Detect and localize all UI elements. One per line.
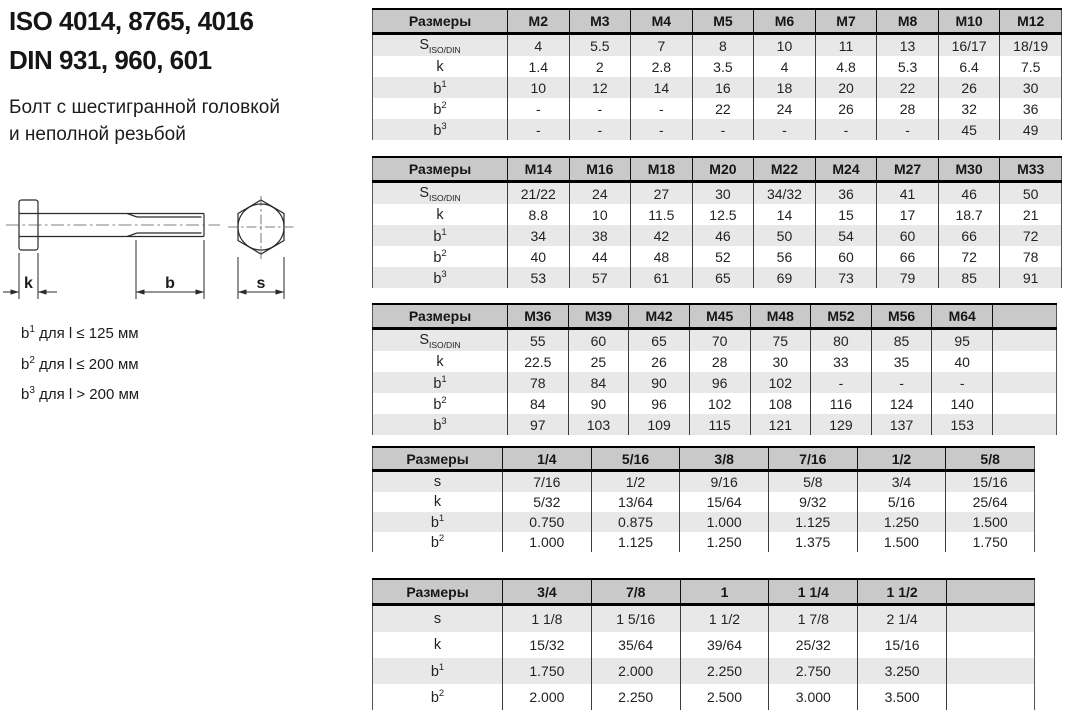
value-cell: 72 [1000, 225, 1062, 246]
size-column-header: 3/4 [503, 579, 592, 605]
value-cell: 54 [815, 225, 877, 246]
size-column-header: M4 [631, 9, 693, 34]
value-cell: 14 [754, 204, 816, 225]
size-column-header: M16 [569, 157, 631, 182]
header-row [373, 304, 1057, 329]
value-cell: 35 [871, 351, 932, 372]
value-cell: 5/16 [857, 492, 946, 512]
value-cell: 140 [932, 393, 993, 414]
value-cell: 36 [1000, 98, 1062, 119]
table-row [373, 684, 1035, 710]
sizes-header: Размеры [373, 447, 503, 471]
value-cell: 38 [569, 225, 631, 246]
footnotes [21, 317, 139, 409]
size-column-header: M20 [692, 157, 754, 182]
value-cell: 8.8 [508, 204, 570, 225]
header-row [373, 579, 1035, 605]
value-cell: 2 1/4 [858, 605, 947, 633]
value-cell: 9/16 [680, 471, 769, 493]
sizes-header: Размеры [373, 9, 508, 34]
table-row [373, 225, 1062, 246]
dim-label-k: k [24, 275, 33, 292]
value-cell: 13 [877, 34, 939, 57]
value-cell: 25/64 [946, 492, 1035, 512]
value-cell: 0.750 [503, 512, 592, 532]
value-cell: 1 5/16 [591, 605, 680, 633]
value-cell: 153 [932, 414, 993, 435]
value-cell: 3.000 [769, 684, 858, 710]
value-cell: 42 [631, 225, 693, 246]
value-cell: 95 [932, 329, 993, 352]
value-cell: - [569, 119, 631, 140]
value-cell: 124 [871, 393, 932, 414]
row-label: $S_{ISO/DIN}$ [419, 331, 461, 350]
value-cell: 1/2 [591, 471, 680, 493]
value-cell: 85 [871, 329, 932, 352]
value-cell: 35/64 [591, 632, 680, 658]
value-cell: 21 [1000, 204, 1062, 225]
value-cell: 50 [1000, 182, 1062, 205]
row-label: k [433, 494, 442, 510]
value-cell: 65 [629, 329, 690, 352]
size-column-header: M5 [692, 9, 754, 34]
value-cell: 96 [629, 393, 690, 414]
size-column-header: M10 [938, 9, 1000, 34]
empty-cell [947, 605, 1035, 633]
value-cell: 30 [692, 182, 754, 205]
size-column-header: 1 [680, 579, 769, 605]
empty-cell [993, 372, 1057, 393]
size-column-header: M64 [932, 304, 993, 329]
value-cell: 73 [815, 267, 877, 288]
table-row [373, 267, 1062, 288]
size-column-header: M8 [877, 9, 939, 34]
header-row [373, 9, 1062, 34]
value-cell: 115 [689, 414, 750, 435]
footnote: $b^1$ для l ≤ 125 мм [21, 324, 139, 342]
value-cell: 40 [508, 246, 570, 267]
value-cell: 41 [877, 182, 939, 205]
value-cell: 97 [508, 414, 569, 435]
value-cell: 1 1/8 [503, 605, 592, 633]
empty-cell [993, 351, 1057, 372]
value-cell: 18/19 [1000, 34, 1062, 57]
value-cell: 1.000 [503, 532, 592, 552]
value-cell: 70 [689, 329, 750, 352]
value-cell: 1.375 [768, 532, 857, 552]
page-title [9, 2, 253, 80]
row-label: k [436, 353, 444, 370]
value-cell: 34 [508, 225, 570, 246]
footnote: $b^2$ для l ≤ 200 мм [21, 354, 139, 373]
size-column-header: M39 [568, 304, 629, 329]
value-cell: - [871, 372, 932, 393]
value-cell: - [932, 372, 993, 393]
row-label: $b^3$ [433, 268, 447, 287]
row-label: $b^2$ [433, 247, 447, 266]
value-cell: 2 [569, 56, 631, 77]
value-cell: 1.500 [946, 512, 1035, 532]
value-cell: 137 [871, 414, 932, 435]
value-cell: 10 [754, 34, 816, 57]
row-label: $b^3$ [433, 120, 447, 139]
value-cell: 33 [811, 351, 872, 372]
row-label: $b^2$ [430, 688, 445, 706]
size-column-header: M56 [871, 304, 932, 329]
value-cell: 5/8 [768, 471, 857, 493]
inch-table-quarter-to-fiveeighths [372, 446, 1035, 552]
size-column-header: M3 [569, 9, 631, 34]
row-label: $b^1$ [433, 226, 447, 245]
table-row [373, 393, 1057, 414]
value-cell: 72 [938, 246, 1000, 267]
row-label: $b^1$ [430, 662, 445, 680]
value-cell: 52 [692, 246, 754, 267]
value-cell: 20 [815, 77, 877, 98]
size-column-header: 5/16 [591, 447, 680, 471]
size-column-header: 1/4 [503, 447, 592, 471]
value-cell: 34/32 [754, 182, 816, 205]
size-column-header: M6 [754, 9, 816, 34]
row-label: $b^1$ [433, 373, 447, 392]
value-cell: 90 [629, 372, 690, 393]
row-label: $b^2$ [433, 99, 447, 118]
value-cell: 12.5 [692, 204, 754, 225]
size-column-header: M45 [689, 304, 750, 329]
value-cell: 96 [689, 372, 750, 393]
value-cell: 7.5 [1000, 56, 1062, 77]
value-cell: 78 [1000, 246, 1062, 267]
value-cell: - [631, 119, 693, 140]
value-cell: 103 [568, 414, 629, 435]
value-cell: 60 [815, 246, 877, 267]
value-cell: 45 [938, 119, 1000, 140]
value-cell: 39/64 [680, 632, 769, 658]
size-column-header: 5/8 [946, 447, 1035, 471]
value-cell: 16/17 [938, 34, 1000, 57]
row-label: $b^2$ [430, 533, 445, 551]
table-row [373, 34, 1062, 57]
value-cell: 2.000 [503, 684, 592, 710]
value-cell: 0.875 [591, 512, 680, 532]
value-cell: 46 [692, 225, 754, 246]
value-cell: 26 [815, 98, 877, 119]
value-cell: 27 [631, 182, 693, 205]
value-cell: 7 [631, 34, 693, 57]
table-row [373, 98, 1062, 119]
value-cell: 66 [877, 246, 939, 267]
value-cell: 11.5 [631, 204, 693, 225]
value-cell: 85 [938, 267, 1000, 288]
value-cell: 24 [754, 98, 816, 119]
empty-header-cell [993, 304, 1057, 329]
size-column-header: M22 [754, 157, 816, 182]
size-column-header: 3/8 [680, 447, 769, 471]
table-row [373, 532, 1035, 552]
value-cell: - [815, 119, 877, 140]
value-cell: 60 [568, 329, 629, 352]
value-cell: 1 1/2 [680, 605, 769, 633]
value-cell: 79 [877, 267, 939, 288]
value-cell: 26 [629, 351, 690, 372]
value-cell: 15/64 [680, 492, 769, 512]
table-row [373, 492, 1035, 512]
value-cell: 7/16 [503, 471, 592, 493]
size-column-header: 7/8 [591, 579, 680, 605]
size-column-header: M24 [815, 157, 877, 182]
value-cell: - [569, 98, 631, 119]
value-cell: 30 [1000, 77, 1062, 98]
value-cell: 5.3 [877, 56, 939, 77]
subtitle-line-2: и неполной резьбой [9, 124, 186, 145]
empty-cell [993, 414, 1057, 435]
value-cell: 121 [750, 414, 811, 435]
value-cell: - [631, 98, 693, 119]
table-row [373, 471, 1035, 493]
row-label: $b^1$ [433, 78, 447, 97]
value-cell: - [692, 119, 754, 140]
header-row [373, 447, 1035, 471]
value-cell: 17 [877, 204, 939, 225]
value-cell: - [877, 119, 939, 140]
metric-table-m2-m12 [372, 8, 1062, 140]
value-cell: 15/16 [946, 471, 1035, 493]
value-cell: 30 [750, 351, 811, 372]
bolt-drawing [0, 183, 320, 308]
value-cell: 25/32 [769, 632, 858, 658]
value-cell: 9/32 [768, 492, 857, 512]
value-cell: 2.250 [680, 658, 769, 684]
value-cell: 11 [815, 34, 877, 57]
value-cell: 61 [631, 267, 693, 288]
row-label: $b^3$ [433, 415, 447, 434]
table-row [373, 414, 1057, 435]
size-column-header: 1 1/2 [858, 579, 947, 605]
value-cell: 44 [569, 246, 631, 267]
value-cell: 15/16 [858, 632, 947, 658]
value-cell: 50 [754, 225, 816, 246]
value-cell: 60 [877, 225, 939, 246]
value-cell: 55 [508, 329, 569, 352]
value-cell: 116 [811, 393, 872, 414]
value-cell: 40 [932, 351, 993, 372]
table-row [373, 372, 1057, 393]
value-cell: 91 [1000, 267, 1062, 288]
value-cell: 2.750 [769, 658, 858, 684]
subtitle-line-1: Болт с шестигранной головкой [9, 97, 280, 118]
size-column-header: M2 [508, 9, 570, 34]
value-cell: 84 [568, 372, 629, 393]
value-cell: 8 [692, 34, 754, 57]
table-row [373, 632, 1035, 658]
row-label: $S_{ISO/DIN}$ [419, 36, 461, 55]
value-cell: 24 [569, 182, 631, 205]
size-column-header: 1/2 [857, 447, 946, 471]
size-column-header: M30 [938, 157, 1000, 182]
sizes-header: Размеры [373, 579, 503, 605]
value-cell: 2.000 [591, 658, 680, 684]
value-cell: 66 [938, 225, 1000, 246]
value-cell: 4.8 [815, 56, 877, 77]
value-cell: 108 [750, 393, 811, 414]
value-cell: 1.4 [508, 56, 570, 77]
table-row [373, 204, 1062, 225]
value-cell: 4 [508, 34, 570, 57]
value-cell: 84 [508, 393, 569, 414]
value-cell: 21/22 [508, 182, 570, 205]
table-row [373, 182, 1062, 205]
value-cell: 65 [692, 267, 754, 288]
value-cell: 26 [938, 77, 1000, 98]
size-column-header: M27 [877, 157, 939, 182]
size-column-header: M7 [815, 9, 877, 34]
value-cell: 1.125 [591, 532, 680, 552]
value-cell: 1.750 [946, 532, 1035, 552]
value-cell: 90 [568, 393, 629, 414]
value-cell: 14 [631, 77, 693, 98]
row-label: k [436, 58, 444, 75]
size-column-header: M33 [1000, 157, 1062, 182]
value-cell: 28 [877, 98, 939, 119]
value-cell: 129 [811, 414, 872, 435]
size-column-header: 1 1/4 [769, 579, 858, 605]
size-column-header: M36 [508, 304, 569, 329]
table-row [373, 246, 1062, 267]
sizes-header: Размеры [373, 304, 508, 329]
value-cell: 102 [750, 372, 811, 393]
value-cell: 78 [508, 372, 569, 393]
row-label: $b^2$ [433, 394, 447, 413]
value-cell: 15/32 [503, 632, 592, 658]
value-cell: 28 [689, 351, 750, 372]
value-cell: 3/4 [857, 471, 946, 493]
value-cell: 1 7/8 [769, 605, 858, 633]
dim-label-b: b [165, 275, 175, 292]
value-cell: 3.5 [692, 56, 754, 77]
value-cell: - [508, 98, 570, 119]
title-din-standards: DIN 931, 960, 601 [9, 45, 212, 75]
value-cell: 10 [569, 204, 631, 225]
size-column-header: M12 [1000, 9, 1062, 34]
empty-cell [947, 632, 1035, 658]
size-column-header: M42 [629, 304, 690, 329]
table-row [373, 605, 1035, 633]
value-cell: 56 [754, 246, 816, 267]
value-cell: 1.125 [768, 512, 857, 532]
value-cell: 5.5 [569, 34, 631, 57]
empty-cell [993, 393, 1057, 414]
title-iso-standards: ISO 4014, 8765, 4016 [9, 6, 254, 36]
value-cell: 102 [689, 393, 750, 414]
value-cell: 1.250 [680, 532, 769, 552]
size-column-header: M52 [811, 304, 872, 329]
sizes-header: Размеры [373, 157, 508, 182]
value-cell: 4 [754, 56, 816, 77]
size-column-header: M48 [750, 304, 811, 329]
value-cell: 18.7 [938, 204, 1000, 225]
empty-cell [993, 329, 1057, 352]
empty-cell [947, 658, 1035, 684]
value-cell: - [754, 119, 816, 140]
row-label: $b^1$ [430, 513, 445, 531]
table-row [373, 119, 1062, 140]
value-cell: 1.750 [503, 658, 592, 684]
empty-cell [947, 684, 1035, 710]
value-cell: - [508, 119, 570, 140]
size-column-header: M14 [508, 157, 570, 182]
value-cell: 1.250 [857, 512, 946, 532]
value-cell: 22 [877, 77, 939, 98]
value-cell: 25 [568, 351, 629, 372]
table-row [373, 56, 1062, 77]
value-cell: 32 [938, 98, 1000, 119]
value-cell: 46 [938, 182, 1000, 205]
table-row [373, 77, 1062, 98]
table-row [373, 658, 1035, 684]
footnote: $b^3$ для l > 200 мм [21, 385, 140, 403]
value-cell: 5/32 [503, 492, 592, 512]
table-row [373, 329, 1057, 352]
value-cell: 109 [629, 414, 690, 435]
value-cell: 12 [569, 77, 631, 98]
value-cell: 49 [1000, 119, 1062, 140]
value-cell: 22 [692, 98, 754, 119]
empty-header-cell [947, 579, 1035, 605]
value-cell: 1.500 [857, 532, 946, 552]
row-label: $S_{ISO/DIN}$ [419, 184, 461, 203]
inch-table-threequarter-to-oneandhalf [372, 578, 1035, 710]
row-label: s [433, 611, 442, 627]
header-row [373, 157, 1062, 182]
value-cell: 6.4 [938, 56, 1000, 77]
size-column-header: 7/16 [768, 447, 857, 471]
value-cell: 3.500 [858, 684, 947, 710]
metric-table-m14-m33 [372, 156, 1062, 288]
value-cell: 13/64 [591, 492, 680, 512]
row-label: s [433, 474, 442, 490]
table-row [373, 351, 1057, 372]
value-cell: 3.250 [858, 658, 947, 684]
size-column-header: M18 [631, 157, 693, 182]
value-cell: 16 [692, 77, 754, 98]
value-cell: 18 [754, 77, 816, 98]
value-cell: 36 [815, 182, 877, 205]
dim-label-s: s [256, 275, 266, 292]
value-cell: 1.000 [680, 512, 769, 532]
value-cell: 75 [750, 329, 811, 352]
value-cell: 2.8 [631, 56, 693, 77]
value-cell: 48 [631, 246, 693, 267]
value-cell: 15 [815, 204, 877, 225]
value-cell: 80 [811, 329, 872, 352]
value-cell: 69 [754, 267, 816, 288]
page-subtitle [9, 94, 280, 148]
row-label: k [433, 637, 442, 653]
value-cell: 53 [508, 267, 570, 288]
value-cell: 22.5 [508, 351, 569, 372]
value-cell: - [811, 372, 872, 393]
value-cell: 57 [569, 267, 631, 288]
metric-table-m36-m64 [372, 303, 1057, 435]
value-cell: 10 [508, 77, 570, 98]
value-cell: 2.250 [591, 684, 680, 710]
row-label: k [436, 206, 444, 223]
value-cell: 2.500 [680, 684, 769, 710]
table-row [373, 512, 1035, 532]
